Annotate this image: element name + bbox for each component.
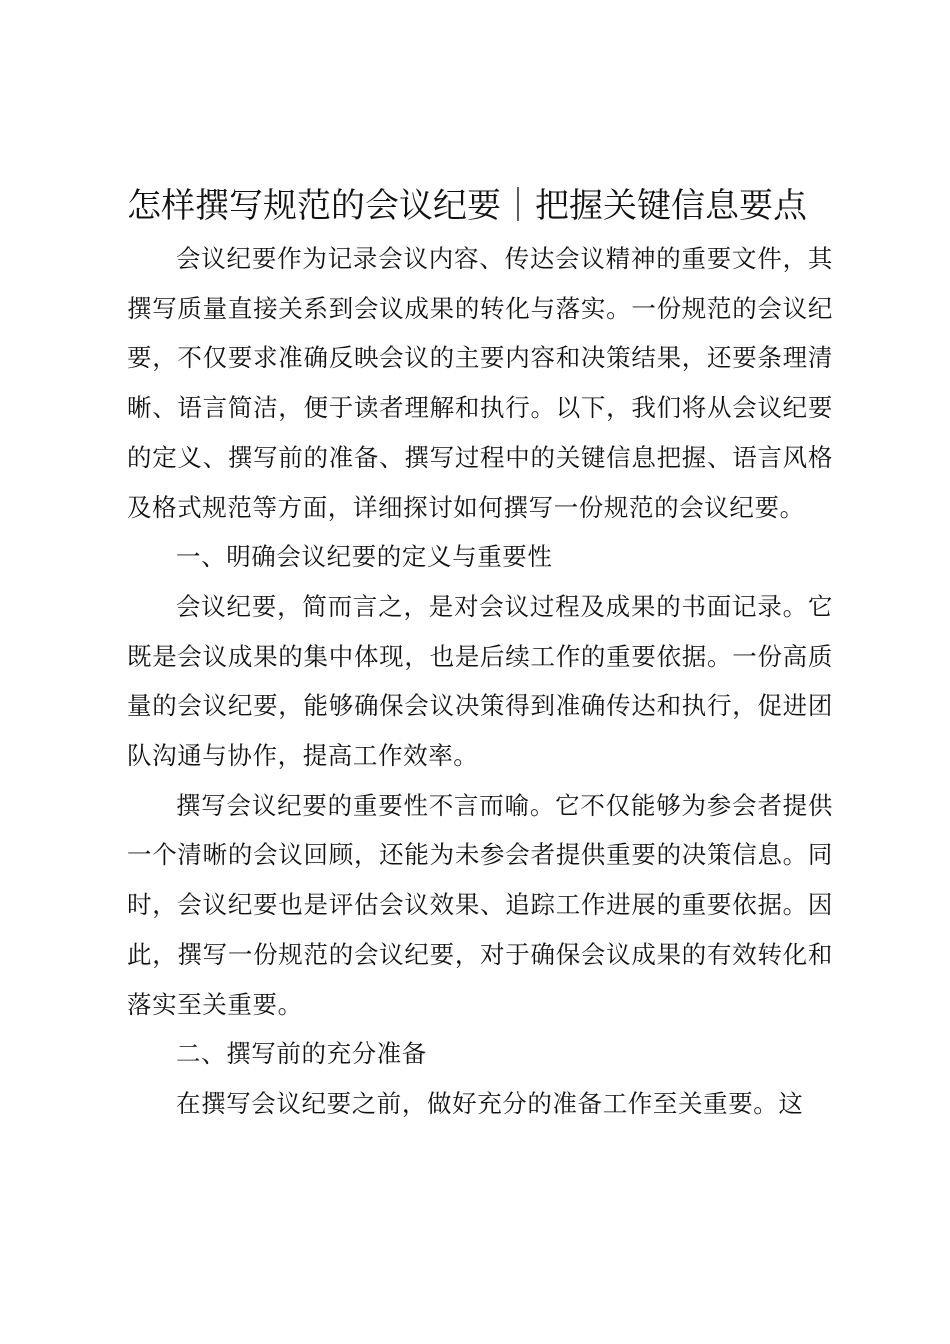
- section-heading-1: 一、明确会议纪要的定义与重要性: [176, 542, 553, 572]
- document-page: [127, 178, 833, 1129]
- section-heading-2: 二、撰写前的充分准备: [176, 1039, 427, 1069]
- section-1-paragraph-1: 会议纪要，简而言之，是对会议过程及成果的书面记录。它既是会议成果的集中体现，也是后续工作的重要依据。一份高质量的会议纪要，能够确保会议决策得到准确传达和执行，促进团队沟通与协作，提高工作效率。: [127, 591, 833, 771]
- intro-paragraph: 会议纪要作为记录会议内容、传达会议精神的重要文件，其撰写质量直接关系到会议成果的转化与落实。一份规范的会议纪要，不仅要求准确反映会议的主要内容和决策结果，还要条理清晰、语言简洁，便于读者理解和执行。以下，我们将从会议纪要的定义、撰写前的准备、撰写过程中的关键信息把握、语言风格及格式规范等方面，详细探讨如何撰写一份规范的会议纪要。: [127, 244, 833, 522]
- section-2-paragraph-1: 在撰写会议纪要之前，做好充分的准备工作至关重要。这: [176, 1088, 804, 1118]
- document-title: 怎样撰写规范的会议纪要｜把握关键信息要点: [127, 186, 807, 226]
- section-1-paragraph-2: 撰写会议纪要的重要性不言而喻。它不仅能够为参会者提供一个清晰的会议回顾，还能为未参会者提供重要的决策信息。同时，会议纪要也是评估会议效果、追踪工作进展的重要依据。因此，撰写一份规范的会议纪要，对于确保会议成果的有效转化和落实至关重要。: [127, 790, 833, 1019]
